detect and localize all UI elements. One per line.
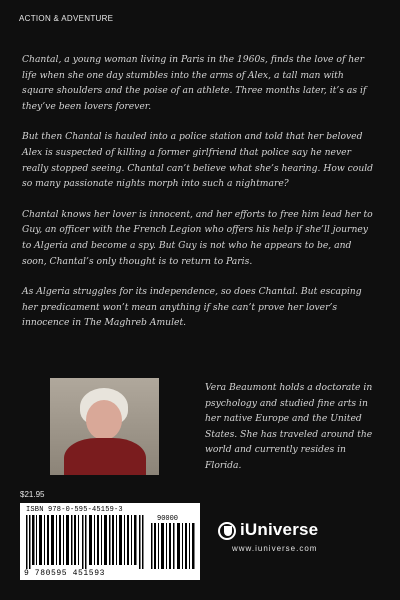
price: $21.95: [20, 490, 45, 499]
blurb-paragraph: Chantal knows her lover is innocent, and her efforts to free him lead her to Guy, an officer with the French Legion who offers his help if she’ll journey to Algeria and become a spy. But Guy is not who he appears to be, and soon, Chantal’s only thought is to return to Paris.: [22, 208, 373, 267]
addon-number: 90000: [157, 515, 179, 523]
blurb-paragraph: Chantal, a young woman living in Paris in the 1960s, finds the love of her life when she one day stumbles into the arms of Alex, a tall man with square shoulders and the poise of an athlete. Three months later, it’s as if they’ve been lovers forever.: [22, 54, 367, 112]
iuniverse-logo-icon: [218, 522, 236, 540]
author-photo: [50, 378, 159, 475]
publisher-name: iUniverse: [240, 520, 319, 539]
genre-label: ACTION & ADVENTURE: [19, 14, 114, 23]
isbn-label: ISBN 978-0-595-45159-3: [26, 506, 123, 514]
addon-bars: [151, 523, 195, 569]
publisher-url: www.iuniverse.com: [232, 544, 318, 553]
publisher-logo: [218, 518, 378, 568]
author-bio: Vera Beaumont holds a doctorate in psychology and studied fine arts in her native Europe and the United States. She has traveled around the world and currently resides in Florida.: [205, 382, 373, 471]
author-shirt: [64, 438, 146, 475]
author-face: [86, 400, 122, 440]
blurb-text: As Algeria struggles for its independence, so does Chantal. But escaping her predicament won’t mean anything if she can’t prove her lover’s innocence in: [22, 286, 362, 329]
ean-number: 9 780595 451593: [24, 569, 106, 578]
blurb-paragraph: But then Chantal is hauled into a police station and told that her beloved Alex is suspected of killing a former girlfriend that police say he never really stopped seeing. Chantal can’t believe what she’s hearing. How could so many passionate nights morph into such a nightmare?: [22, 131, 374, 190]
blurb-text: .: [183, 317, 187, 329]
isbn-barcode: [20, 503, 200, 580]
back-cover-blurb: [22, 52, 378, 346]
ean-bars: [26, 515, 144, 569]
blurb-paragraph-last: [22, 284, 378, 331]
book-title: The Maghreb Amulet: [84, 317, 184, 329]
